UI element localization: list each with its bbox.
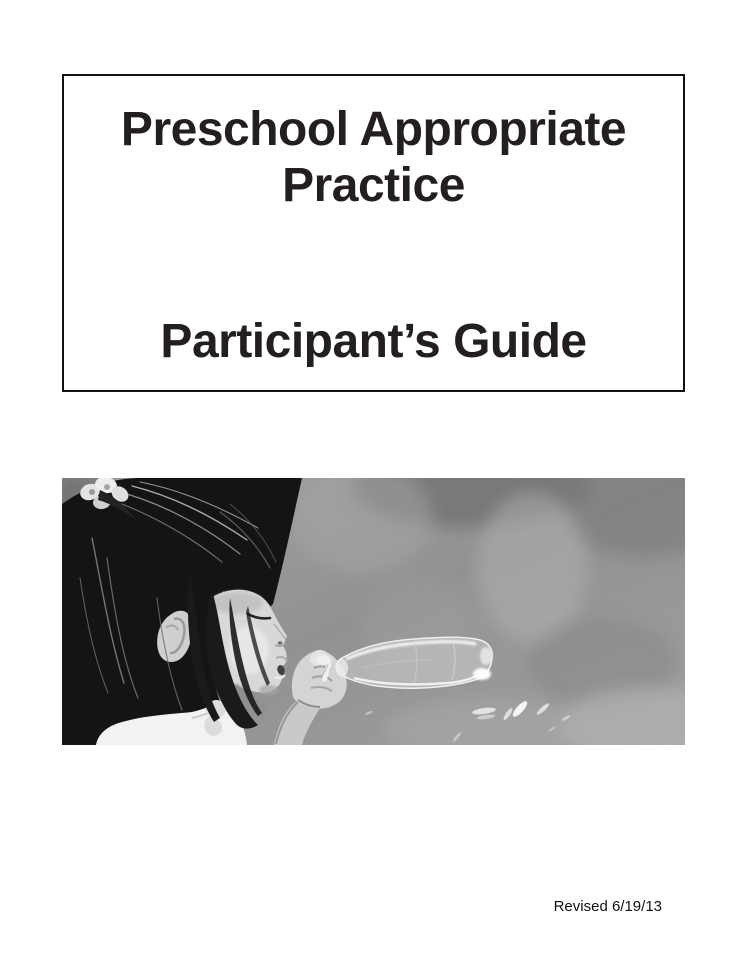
revision-note: Revised 6/19/13 [553, 898, 662, 915]
title-box [62, 74, 685, 392]
cover-photo-girl-blowing-bubble [62, 478, 685, 745]
document-subtitle: Participant’s Guide [160, 315, 587, 368]
document-title: Preschool Appropriate Practice [120, 103, 627, 212]
photo-illustration [62, 478, 685, 745]
